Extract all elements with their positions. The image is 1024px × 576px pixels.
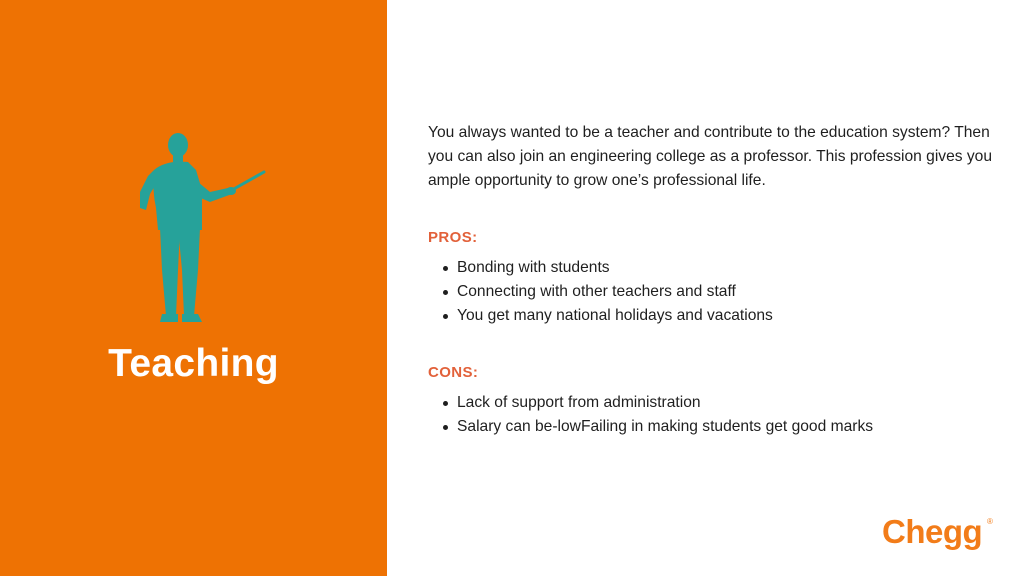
pros-item: Connecting with other teachers and staff [428, 280, 998, 304]
cons-item: Lack of support from administration [428, 391, 998, 415]
chegg-logo: Chegg [882, 513, 983, 550]
intro-paragraph: You always wanted to be a teacher and contribute to the education system? Then you can also join an engineering college as a professor. This profession gives you ample opportunity to grow one’s professional life. [428, 124, 993, 189]
cons-heading: CONS: [428, 364, 479, 381]
pros-list [428, 256, 998, 328]
teacher-silhouette-icon [132, 130, 268, 326]
pros-item: Bonding with students [428, 256, 998, 280]
content-panel [428, 121, 998, 439]
pros-heading: PROS: [428, 229, 478, 246]
cons-item: Salary can be-lowFailing in making students get good marks [428, 415, 998, 439]
topic-title: Teaching [108, 342, 279, 385]
pros-item: You get many national holidays and vacations [428, 304, 998, 328]
left-panel [0, 0, 387, 576]
registered-mark: ® [987, 517, 993, 526]
cons-list [428, 391, 998, 439]
